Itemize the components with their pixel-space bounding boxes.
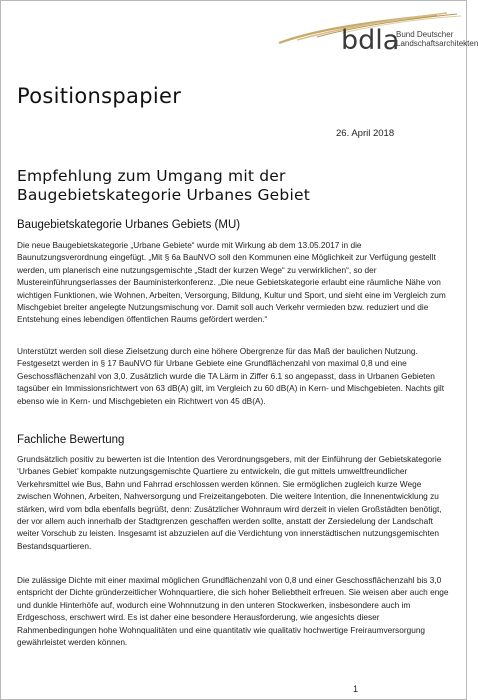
paragraph-bewertung-1: Grundsätzlich positiv zu bewerten ist die Intention des Verordnungsgebers, mit der Einführung der Gebietskategorie ‘Urbanes Gebiet’ kompakte nutzungsgemischte Quartiere zu entwickeln, die gut mittels umweltfreundlicher Verkehrsmittel wie Bus, Bahn und Fahrrad erschlossen werden können. Sie ermöglichen zugleich kurze Wege zwischen Wohnen, Arbeiten, Nahversorgung und Freizeitangeboten. Die weitere Intention, die Innenentwicklung zu stärken, wird vom bdla ebenfalls begrüßt, denn: Zusätzlicher Wohnraum wird derzeit in vielen Großstädten benötigt, der vor allem auch innerhalb der Stadtgrenzen geschaffen werden sollte, anstatt der Zersiedelung der Landschaft weiter Vorschub zu leisten. Insgesamt ist abzuzielen auf die Verdichtung von innerstädtischen nutzungsgemischten Bestandsquartieren. xyxy=(17,454,442,551)
document-title xyxy=(17,167,447,205)
document-type: Positionspapier xyxy=(17,84,182,108)
bdla-logo xyxy=(257,9,478,79)
title-line-1: Empfehlung zum Umgang mit der xyxy=(17,167,286,185)
logo-subtitle xyxy=(396,30,478,48)
document-date: 26. April 2018 xyxy=(336,128,395,139)
paragraph-mu-1: Die neue Baugebietskategorie „Urbane Gebiete“ wurde mit Wirkung ab dem 13.05.2017 in die Baunutzungsverordnung eingefügt. „Mit § 6a BauNVO soll den Kommunen eine Möglichkeit zur Verfügung gestellt werden, um planerisch eine nutzungsgemischte „Stadt der kurzen Wege“ zu verwirklichen“, so der Mustereinführungserlasses der Bauministerkonferenz. „Die neue Gebietskategorie erlaubt eine räumliche Nähe von wichtigen Funktionen, wie Wohnen, Arbeiten, Versorgung, Bildung, Kultur und Sport, und sieht eine im Vergleich zum Mischgebiet breiter angelegte Nutzungsmischung vor. Damit soll auch Verkehr vermieden bzw. reduziert und die Entstehung eines lebendigen öffentlichen Raums gefördert werden.“ xyxy=(17,240,446,325)
logo-subtitle-line1: Bund Deutscher xyxy=(396,30,454,39)
logo-wordmark: bdla xyxy=(341,25,400,56)
page-number: 1 xyxy=(353,684,359,694)
section-heading-mu: Baugebietskategorie Urbanes Gebiets (MU) xyxy=(17,219,241,231)
paragraph-bewertung-2: Die zulässige Dichte mit einer maximal möglichen Grundflächenzahl von 0,8 und einer Geschossflächenzahl bis 3,0 entspricht der Dichte gründerzeitlicher Wohnquartiere, die sich hoher Beliebtheit erfreuen. Sie weisen aber auch enge und dunkle Hinterhöfe auf, wodurch eine Wohnnutzung in den unteren Stockwerken, insbesondere auch im Erdgeschoss, erschwert wird. Es ist daher eine besondere Herausforderung, wie angesichts dieser Rahmenbedingungen hohe Wohnqualitäten und eine quantitativ wie qualitativ hochwertige Freiraumversorgung gewährleistet werden können. xyxy=(17,575,449,648)
logo-subtitle-line2: Landschaftsarchitekten xyxy=(396,39,478,48)
title-line-2: Baugebietskategorie Urbanes Gebiet xyxy=(17,186,310,204)
section-heading-bewertung: Fachliche Bewertung xyxy=(17,434,125,446)
paragraph-mu-2: Unterstützt werden soll diese Zielsetzung durch eine höhere Obergrenze für das Maß der baulichen Nutzung. Festgesetzt werden in § 17 BauNVO für Urbane Gebiete eine Grundflächenzahl von maximal 0,8 und eine Geschossflächenzahl von 3,0. Zusätzlich wurde die TA Lärm in Ziffer 6.1 so angepasst, dass in Urbanen Gebieten tagsüber ein Immissionsrichtwert von 63 dB(A) gilt, im Vergleich zu 60 dB(A) in Kern- und Mischgebieten. Nachts gilt ebenso wie in Kern- und Mischgebieten ein Richtwert von 45 dB(A). xyxy=(17,346,445,406)
